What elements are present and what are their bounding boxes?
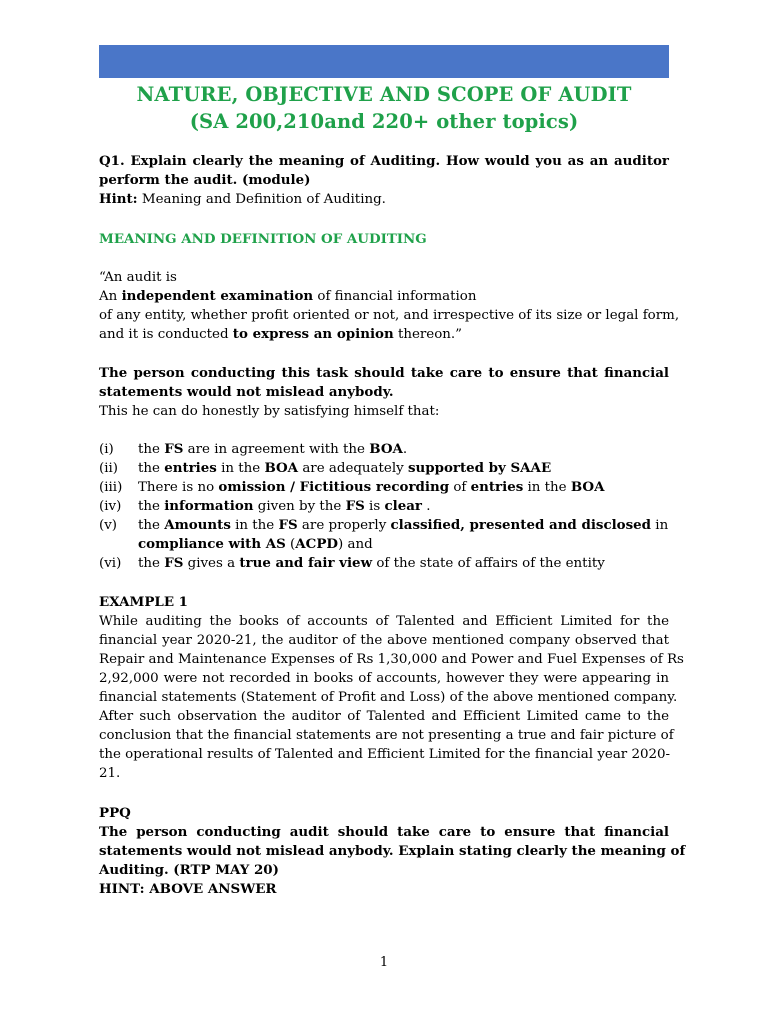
checklist-number: (v) bbox=[99, 518, 118, 533]
example-line: the operational results of Talented and Efficient Limited for the financial year 2020- bbox=[99, 747, 671, 762]
example-heading: EXAMPLE 1 bbox=[99, 594, 189, 610]
checklist-number: (iv) bbox=[99, 499, 122, 514]
example-line: 21. bbox=[99, 766, 121, 781]
page-title: NATURE, OBJECTIVE AND SCOPE OF AUDIT bbox=[136, 83, 632, 106]
person-line3: This he can do honestly by satisfying himself that: bbox=[99, 404, 440, 419]
hint-label: Hint: bbox=[99, 191, 138, 207]
checklist-number: (ii) bbox=[99, 461, 119, 476]
checklist-item: (vi) the FS gives a true and fair view of the state of affairs of the entity bbox=[99, 555, 605, 571]
checklist-number: (iii) bbox=[99, 480, 123, 495]
ppq-hint: HINT: ABOVE ANSWER bbox=[99, 881, 277, 897]
checklist-item: compliance with AS (ACPD) and bbox=[138, 536, 373, 552]
ppq-line: statements would not mislead anybody. Explain stating clearly the meaning of bbox=[99, 843, 686, 859]
section-heading: MEANING AND DEFINITION OF AUDITING bbox=[99, 231, 427, 247]
ppq-line: Auditing. (RTP MAY 20) bbox=[99, 862, 279, 878]
definition-line3: of any entity, whether profit oriented or not, and irrespective of its size or legal form, bbox=[99, 308, 680, 323]
header-band bbox=[99, 45, 669, 78]
checklist-item: (v) the Amounts in the FS are properly classified, presented and disclosed in bbox=[99, 517, 669, 533]
hint-text: Meaning and Definition of Auditing. bbox=[137, 192, 386, 207]
checklist-item: (iv) the information given by the FS is clear . bbox=[99, 498, 431, 514]
definition-line1: “An audit is bbox=[99, 270, 177, 285]
question-1-line2: perform the audit. (module) bbox=[99, 172, 311, 188]
example-line: 2,92,000 were not recorded in books of accounts, however they were appearing in bbox=[99, 671, 669, 686]
question-1-line1: Q1. Explain clearly the meaning of Auditing. How would you as an auditor bbox=[99, 153, 669, 169]
definition-line2: An independent examination of financial information bbox=[99, 288, 477, 304]
checklist-item: (ii) the entries in the BOA are adequately supported by SAAE bbox=[99, 460, 552, 476]
person-line2: statements would not mislead anybody. bbox=[99, 384, 394, 400]
person-line1: The person conducting this task should take care to ensure that financial bbox=[99, 365, 669, 381]
example-line: conclusion that the financial statements are not presenting a true and fair picture of bbox=[99, 728, 674, 743]
ppq-line: The person conducting audit should take care to ensure that financial bbox=[99, 824, 669, 840]
page-number: 1 bbox=[379, 955, 389, 970]
example-line: After such observation the auditor of Talented and Efficient Limited came to the bbox=[99, 709, 669, 724]
page-subtitle: (SA 200,210and 220+ other topics) bbox=[189, 110, 579, 133]
checklist-item: (i) the FS are in agreement with the BOA. bbox=[99, 441, 408, 457]
checklist-number: (vi) bbox=[99, 556, 122, 571]
question-1-hint bbox=[99, 190, 669, 209]
ppq-heading: PPQ bbox=[99, 805, 131, 821]
example-line: financial year 2020-21, the auditor of the above mentioned company observed that bbox=[99, 633, 669, 648]
checklist-number: (i) bbox=[99, 442, 114, 457]
example-line: Repair and Maintenance Expenses of Rs 1,30,000 and Power and Fuel Expenses of Rs bbox=[99, 652, 684, 667]
definition-line4: and it is conducted to express an opinion thereon.” bbox=[99, 326, 463, 342]
example-line: While auditing the books of accounts of Talented and Efficient Limited for the bbox=[99, 614, 669, 629]
checklist-item: (iii) There is no omission / Fictitious recording of entries in the BOA bbox=[99, 479, 605, 495]
example-line: financial statements (Statement of Profit and Loss) of the above mentioned company. bbox=[99, 690, 678, 705]
